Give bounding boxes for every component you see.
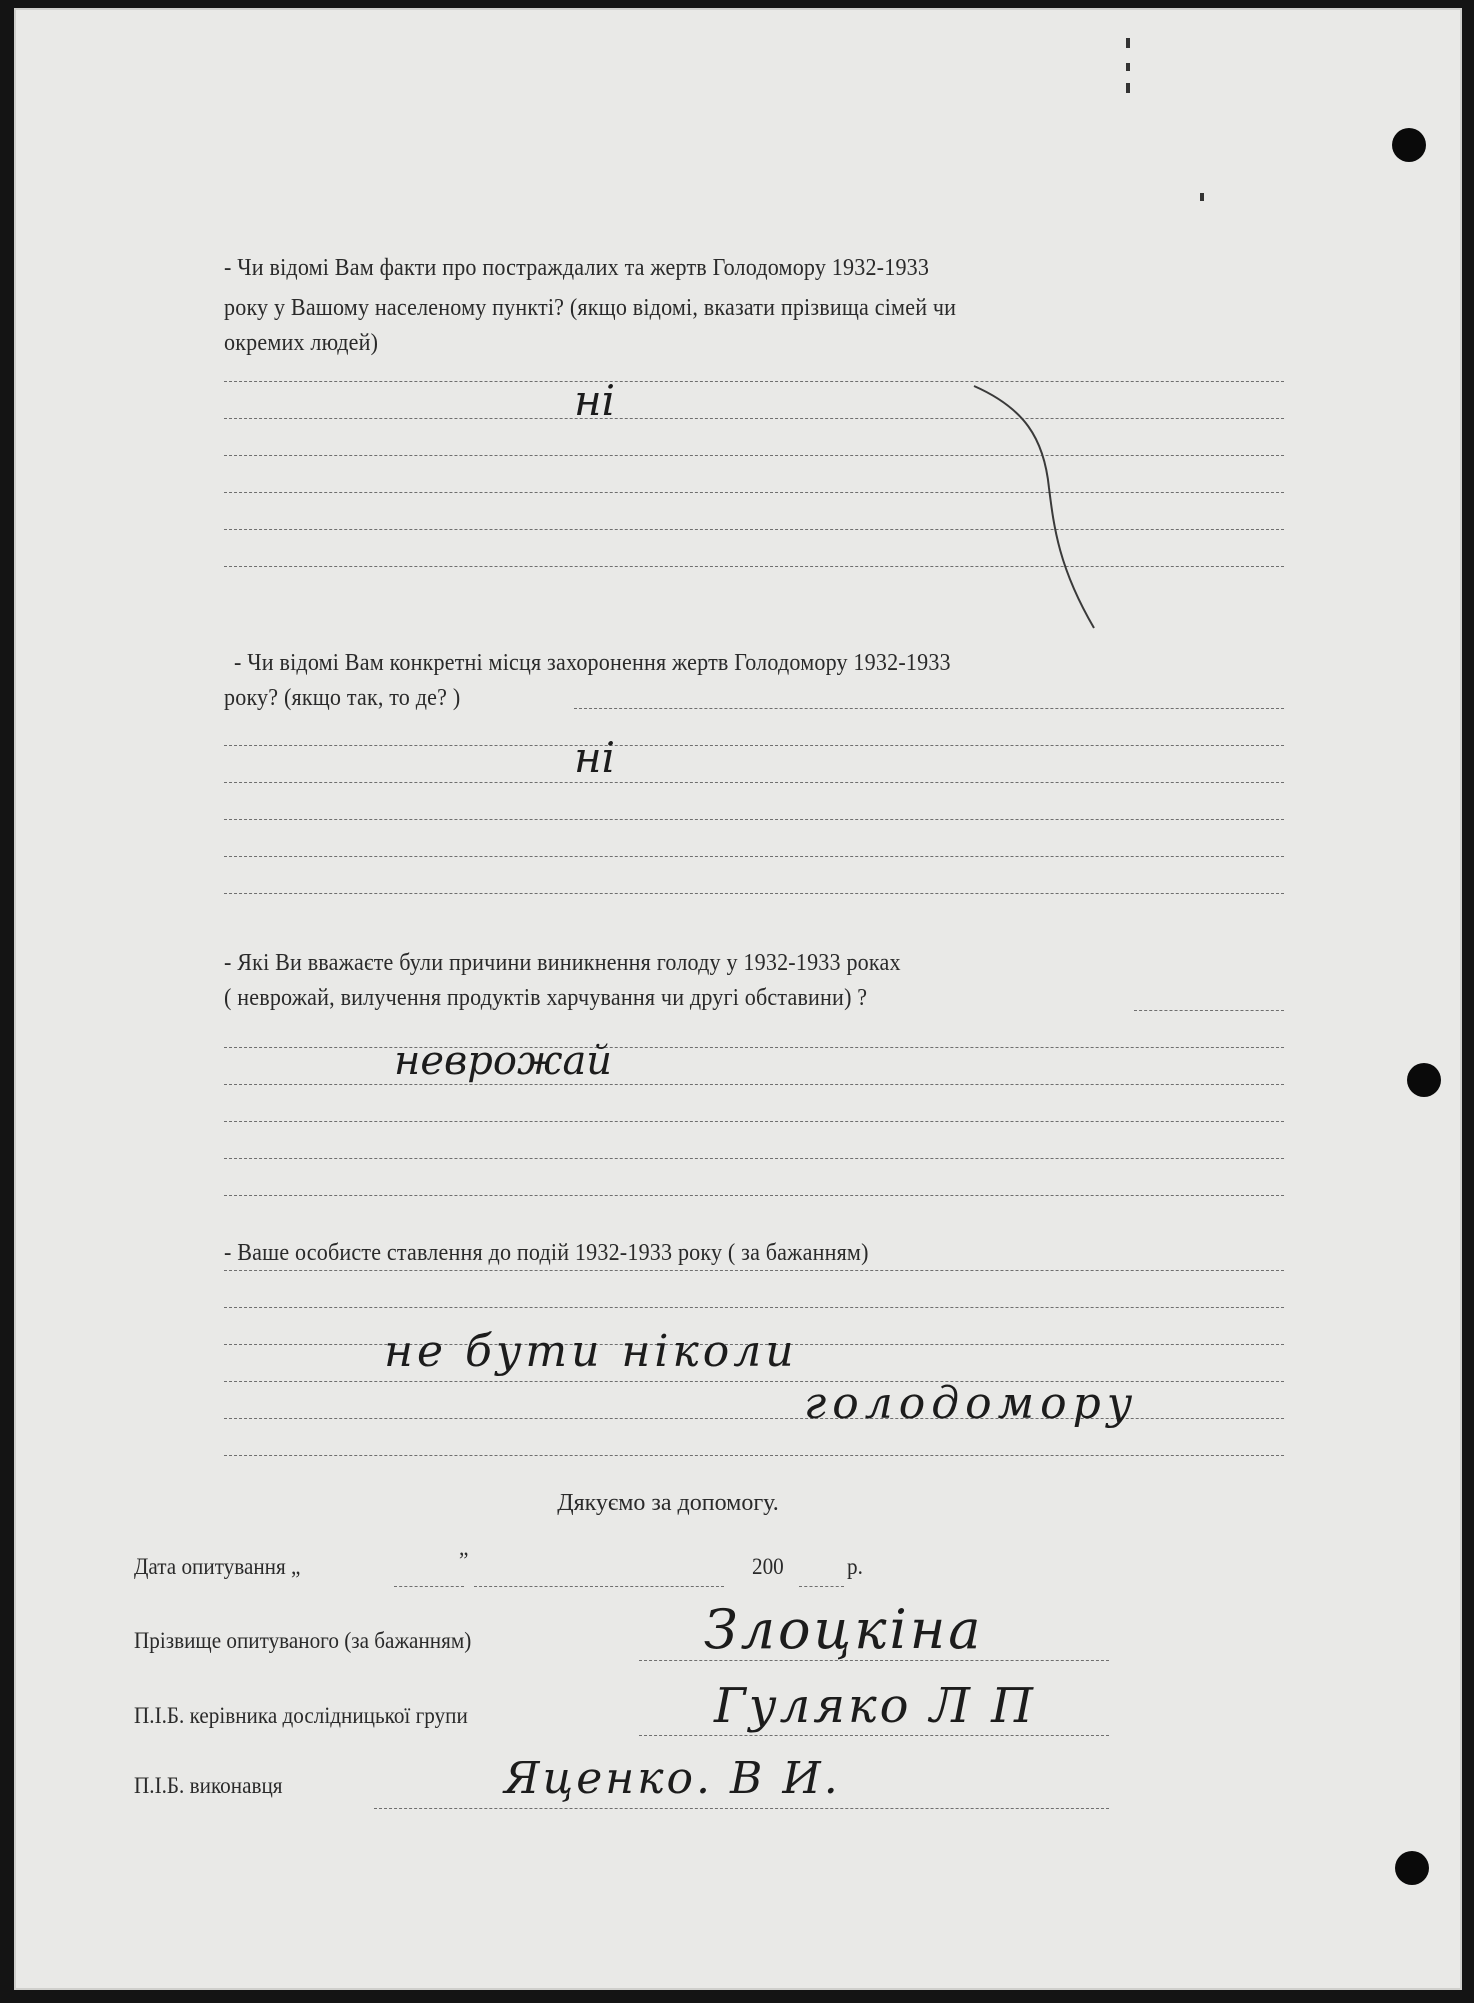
answer-line [574,708,1284,709]
surname-value: Злоцкіна [704,1598,984,1661]
executor-line [374,1808,1109,1809]
pen-stroke [954,378,1114,638]
answer-line [224,1084,1284,1085]
answer-line [224,1195,1284,1196]
answer-line [224,566,1284,567]
answer-line [224,529,1284,530]
answer-line [224,1158,1284,1159]
answer-line [224,819,1284,820]
date-month-line [474,1586,724,1587]
punch-hole-bottom [1395,1851,1429,1885]
question-3-line-2: ( неврожай, вилучення продуктів харчування чи другі обставини) ? [224,985,868,1011]
speck [1200,193,1204,201]
executor-label: П.І.Б. виконавця [134,1773,283,1798]
answer-line [224,455,1284,456]
executor-value: Яценко. В И. [504,1753,841,1804]
date-quote: ” [459,1548,469,1573]
answer-line [224,1270,1284,1271]
answer-line [224,1455,1284,1456]
question-1-answer: ні [574,376,616,425]
answer-line [224,1047,1284,1048]
punch-hole-middle [1407,1063,1441,1097]
question-1-line-1: - Чи відомі Вам факти про постраждалих та жертв Голодомору 1932-1933 [224,255,930,281]
answer-line [224,1307,1284,1308]
date-year-prefix: 200 [752,1554,784,1579]
leader-label: П.І.Б. керівника дослідницької групи [134,1703,468,1728]
question-4-answer-line-2: голодомору [804,1378,1139,1429]
document-page [14,8,1462,1990]
answer-line [224,1121,1284,1122]
question-2-line-2: року? (якщо так, то де? ) [224,685,461,711]
question-2-line-1: - Чи відомі Вам конкретні місця захоронення жертв Голодомору 1932-1933 [234,650,951,676]
answer-line [224,782,1284,783]
surname-label: Прізвище опитуваного (за бажанням) [134,1628,472,1653]
answer-line [224,745,1284,746]
answer-line [224,492,1284,493]
answer-line [224,418,1284,419]
date-label: Дата опитування „ [134,1554,301,1579]
punch-hole-top [1392,128,1426,162]
answer-line [1134,1010,1284,1011]
date-day-line [394,1586,464,1587]
answer-line [224,856,1284,857]
speck [1126,38,1130,48]
answer-line [224,381,1284,382]
date-year-suffix: р. [847,1554,863,1579]
question-1-line-3: окремих людей) [224,330,379,356]
thanks-text: Дякуємо за допомогу. [557,1490,779,1516]
question-3-line-1: - Які Ви вважаєте були причини виникнення голоду у 1932-1933 роках [224,950,901,976]
question-2-answer: ні [574,733,616,782]
question-4-answer-line-1: не бути ніколи [384,1326,798,1377]
question-4-line-1: - Ваше особисте ставлення до подій 1932-1933 року ( за бажанням) [224,1240,869,1266]
speck [1126,83,1130,93]
date-year-line [799,1586,844,1587]
question-3-answer: неврожай [394,1038,613,1084]
answer-line [224,893,1284,894]
leader-line [639,1735,1109,1736]
speck [1126,63,1130,71]
leader-value: Гуляко Л П [714,1678,1036,1734]
question-1-line-2: року у Вашому населеному пункті? (якщо відомі, вказати прізвища сімей чи [224,295,957,321]
